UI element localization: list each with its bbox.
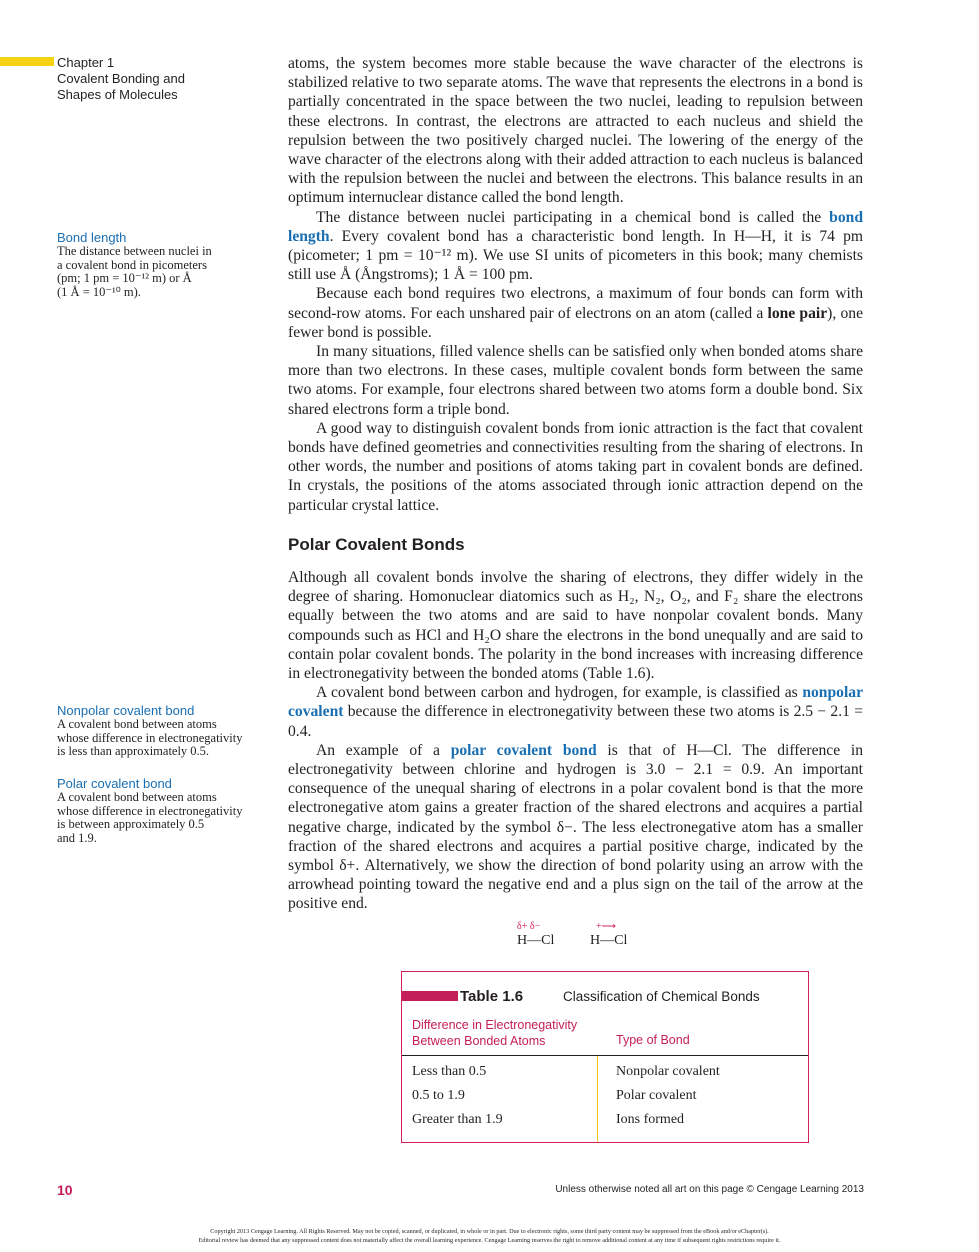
body-text-upper bbox=[288, 54, 863, 515]
table-caption: Classification of Chemical Bonds bbox=[563, 989, 760, 1004]
copyright-line1: Copyright 2013 Cengage Learning. All Rights Reserved. May not be copied, scanned, or duplicated, in whole or in part. Due to electronic rights, some third party content may be suppressed from the eBook and/or eChapter(s). bbox=[210, 1228, 769, 1235]
body-text-lower bbox=[288, 568, 863, 914]
formula-hcl: H—Cl bbox=[517, 933, 555, 948]
art-credit: Unless otherwise noted all art on this page © Cengage Learning 2013 bbox=[555, 1184, 864, 1195]
table-classification bbox=[401, 971, 809, 1143]
chapter-marker-bar bbox=[0, 57, 54, 66]
margin-term: Nonpolar covalent bond bbox=[57, 703, 195, 718]
partial-charge-symbols: δ+ δ− bbox=[517, 921, 541, 932]
formula-hcl: H—Cl bbox=[590, 933, 628, 948]
chapter-number: Chapter 1 bbox=[57, 55, 115, 70]
formula-partial-charges bbox=[517, 921, 554, 949]
table-cell: Less than 0.5 bbox=[412, 1064, 487, 1079]
key-term: bond length bbox=[288, 208, 863, 245]
table-cell: Greater than 1.9 bbox=[412, 1112, 503, 1127]
page-number: 10 bbox=[57, 1182, 73, 1198]
key-term: nonpolar covalent bbox=[288, 684, 863, 721]
table-column-divider bbox=[597, 1056, 598, 1142]
dipole-arrow-icon: +⟶ bbox=[596, 921, 616, 932]
margin-note-polar: Polar covalent bond A covalent bond between atoms whose difference in electronegativity is between approximately 0.5 and 1.9. bbox=[57, 776, 277, 845]
paragraph: A covalent bond between carbon and hydrogen, for example, is classified as nonpolar covalent because the difference in electronegativity between these two atoms is 2.5 − 2.1 = 0.4. bbox=[288, 684, 863, 740]
table-cell: Nonpolar covalent bbox=[616, 1064, 720, 1079]
section-heading: Polar Covalent Bonds bbox=[288, 535, 465, 554]
chapter-header bbox=[57, 55, 257, 103]
table-cell: Polar covalent bbox=[616, 1088, 697, 1103]
table-header-type: Type of Bond bbox=[616, 1033, 690, 1047]
margin-note-bond-length: Bond length The distance between nuclei in a covalent bond in picometers (pm; 1 pm = 10⁻¹² m) or Å (1 Å = 10⁻¹⁰ m). bbox=[57, 230, 277, 299]
key-term: polar covalent bond bbox=[450, 741, 597, 759]
paragraph: Although all covalent bonds involve the sharing of electrons, they differ widely in the degree of sharing. Homonuclear diatomics such as H₂, N₂, O₂, and F₂ share the electrons equally between the two atoms and are said to have nonpolar covalent bonds. Many compounds such as HCl and H₂O share the electrons in the bond unequally and are said to contain polar covalent bonds. The polarity in the bond increases with increasing difference in electronegativity between the bonded atoms (Table 1.6). bbox=[288, 569, 863, 683]
margin-note-nonpolar: Nonpolar covalent bond A covalent bond between atoms whose difference in electronegativity is less than approximately 0.5. bbox=[57, 703, 277, 759]
table-cell: 0.5 to 1.9 bbox=[412, 1088, 465, 1103]
table-header-difference: Difference in Electronegativity Between Bonded Atoms bbox=[412, 1018, 578, 1048]
formula-dipole-arrow bbox=[590, 921, 627, 949]
paragraph: In many situations, filled valence shells can be satisfied only when bonded atoms share more than two electrons. In these cases, multiple covalent bonds form between the same two atoms. For example, four electrons shared between two atoms form a double bond. Six shared electrons form a triple bond. bbox=[288, 343, 863, 418]
chapter-title-line2: Shapes of Molecules bbox=[57, 87, 178, 102]
table-header-rule bbox=[402, 1055, 808, 1056]
paragraph: A good way to distinguish covalent bonds from ionic attraction is the fact that covalent bonds have defined geometries and connectivities resulting from the sharing of electrons. In other words, the number and positions of atoms taking part in covalent bonds are defined. In crystals, the positions of the atoms associated through ionic attraction depend on the particular crystal lattice. bbox=[288, 419, 863, 514]
margin-term: Bond length bbox=[57, 230, 127, 245]
margin-term: Polar covalent bond bbox=[57, 776, 172, 791]
table-label-bar bbox=[402, 991, 458, 1001]
bold-term: lone pair bbox=[767, 304, 828, 322]
table-label: Table 1.6 bbox=[460, 988, 524, 1005]
paragraph: An example of a polar covalent bond is that of H—Cl. The difference in electronegativity between chlorine and hydrogen is 3.0 − 2.1 = 0.9. An important consequence of the unequal sharing of electrons in a polar covalent bond is that the more electronegative atom gains a greater fraction of the shared electrons and acquires a partial negative charge, indicated by the symbol δ−. The less electronegative atom has a smaller fraction of the shared electrons and acquires a partial positive charge, indicated by the symbol δ+. Alternatively, we show the direction of bond polarity using an arrow with the arrowhead pointing toward the negative end and a plus sign on the tail of the arrow at the positive end. bbox=[288, 741, 863, 913]
chapter-title-line1: Covalent Bonding and bbox=[57, 71, 185, 86]
paragraph: atoms, the system becomes more stable because the wave character of the electrons is stabilized relative to two separate atoms. The wave that represents the electrons in a bond is partially concentrated in the space between the two nuclei, leading to repulsion between these electrons. In contrast, the electrons are attracted to each nucleus and shield the repulsion between the two positively charged nuclei. The lowering of the energy of the wave character of the electrons along with their added attraction to each nucleus is balanced with the repulsion between the nuclei and between the electrons. This balance results in an optimum internuclear distance called the bond length. bbox=[288, 55, 863, 207]
paragraph: Because each bond requires two electrons, a maximum of four bonds can form with second-row atoms. For each unshared pair of electrons on an atom (called a lone pair), one fewer bond is possible. bbox=[288, 285, 863, 341]
table-cell: Ions formed bbox=[616, 1112, 685, 1127]
paragraph: The distance between nuclei participating in a chemical bond is called the bond length. Every covalent bond has a characteristic bond length. In H—H, it is 74 pm (picometer; 1 pm = 10⁻¹² m). We use SI units of picometers in this book; many chemists still use Å (Ångstroms); 1 Å = 100 pm. bbox=[288, 208, 863, 284]
copyright-line2: Editorial review has deemed that any suppressed content does not materially affect the overall learning experience. Cengage Learning reserves the right to remove additional content at any time if subsequent rights restrictions require it. bbox=[198, 1237, 781, 1244]
